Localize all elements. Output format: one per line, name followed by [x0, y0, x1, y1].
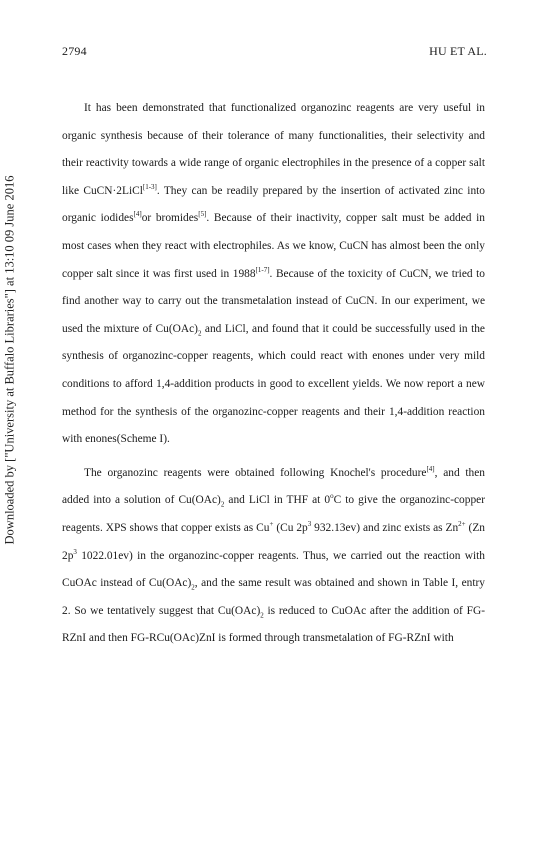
paragraph-method: [62, 460, 485, 653]
text-run: , and the same result was obtained and shown in Table I, entry 2. So we tentatively suggest that Cu(OAc): [62, 577, 485, 617]
text-run: . Because of the toxicity of CuCN, we tried to find another way to carry out the transmetalation instead of CuCN. In our experiment, we used the mixture of Cu(OAc): [62, 267, 485, 335]
degree-mark: o: [330, 492, 334, 501]
text-run: is reduced to CuOAc after the addition of FG-RZnI and then FG-RCu(OAc)ZnI is formed through transmetalation of FG-RZnI with: [62, 604, 485, 645]
subscript: 2: [220, 500, 225, 509]
download-watermark-text: Downloaded by ["University at Buffalo Libraries"] at 13:10 09 June 2016: [2, 175, 17, 545]
text-run: or bromides: [141, 212, 199, 225]
charge-superscript: 2+: [458, 520, 466, 529]
orbital-superscript: 3: [307, 520, 312, 529]
subscript: 2: [191, 583, 195, 592]
citation-ref: [4]: [426, 464, 435, 473]
citation-ref: [1-3]: [142, 182, 157, 191]
paragraph-intro: [62, 95, 485, 454]
citation-ref: [5]: [198, 210, 207, 219]
text-run: 932.13ev) and zinc exists as Zn: [311, 521, 459, 534]
text-run: 1022.01ev) in the organozinc-copper reagents. Thus, we carried out the reaction with CuOAc instead of Cu(OAc): [62, 549, 485, 590]
download-watermark: [3, 80, 17, 640]
citation-ref: [4]: [133, 210, 142, 219]
article-body: [62, 95, 485, 653]
orbital-superscript: 3: [73, 547, 77, 556]
text-run: C to give the organozinc-copper reagents. XPS shows that copper exists as Cu: [62, 494, 485, 534]
text-run: It has been demonstrated that functionalized organozinc reagents are very useful in organic synthesis because of their tolerance of many functionalities, their selectivity and their reactivity towards a wide range of organic electrophiles in the presence of a copper salt like CuCN·2LiCl: [62, 102, 485, 197]
citation-ref: [1-7]: [255, 265, 270, 274]
running-head: HU ET AL.: [429, 44, 487, 58]
text-run: and LiCl in THF at 0: [224, 494, 331, 507]
text-run: . Because of their inactivity, copper salt must be added in most cases when they react with electrophiles. As we know, CuCN has almost been the only copper salt since it was first used in 1988: [62, 212, 485, 280]
text-run: , and then added into a solution of Cu(OAc): [62, 466, 485, 507]
text-run: (Cu 2p: [273, 521, 308, 534]
text-run: (Zn 2p: [62, 521, 485, 562]
text-run: . They can be readily prepared by the insertion of activated zinc into organic iodides: [62, 184, 485, 225]
text-run: The organozinc reagents were obtained following Knochel's procedure: [84, 466, 427, 479]
page-number: 2794: [62, 44, 87, 58]
text-run: and LiCl, and found that it could be successfully used in the synthesis of organozinc-copper reagents, which could react with enones under very mild conditions to afford 1,4-addition products in good to excellent yields. We now report a new method for the synthesis of the organozinc-copper reagents and their 1,4-addition reaction with enones(Scheme I).: [62, 322, 485, 446]
subscript: 2: [197, 329, 202, 338]
subscript: 2: [260, 610, 264, 619]
charge-superscript: +: [269, 520, 274, 529]
running-header: [62, 44, 487, 59]
